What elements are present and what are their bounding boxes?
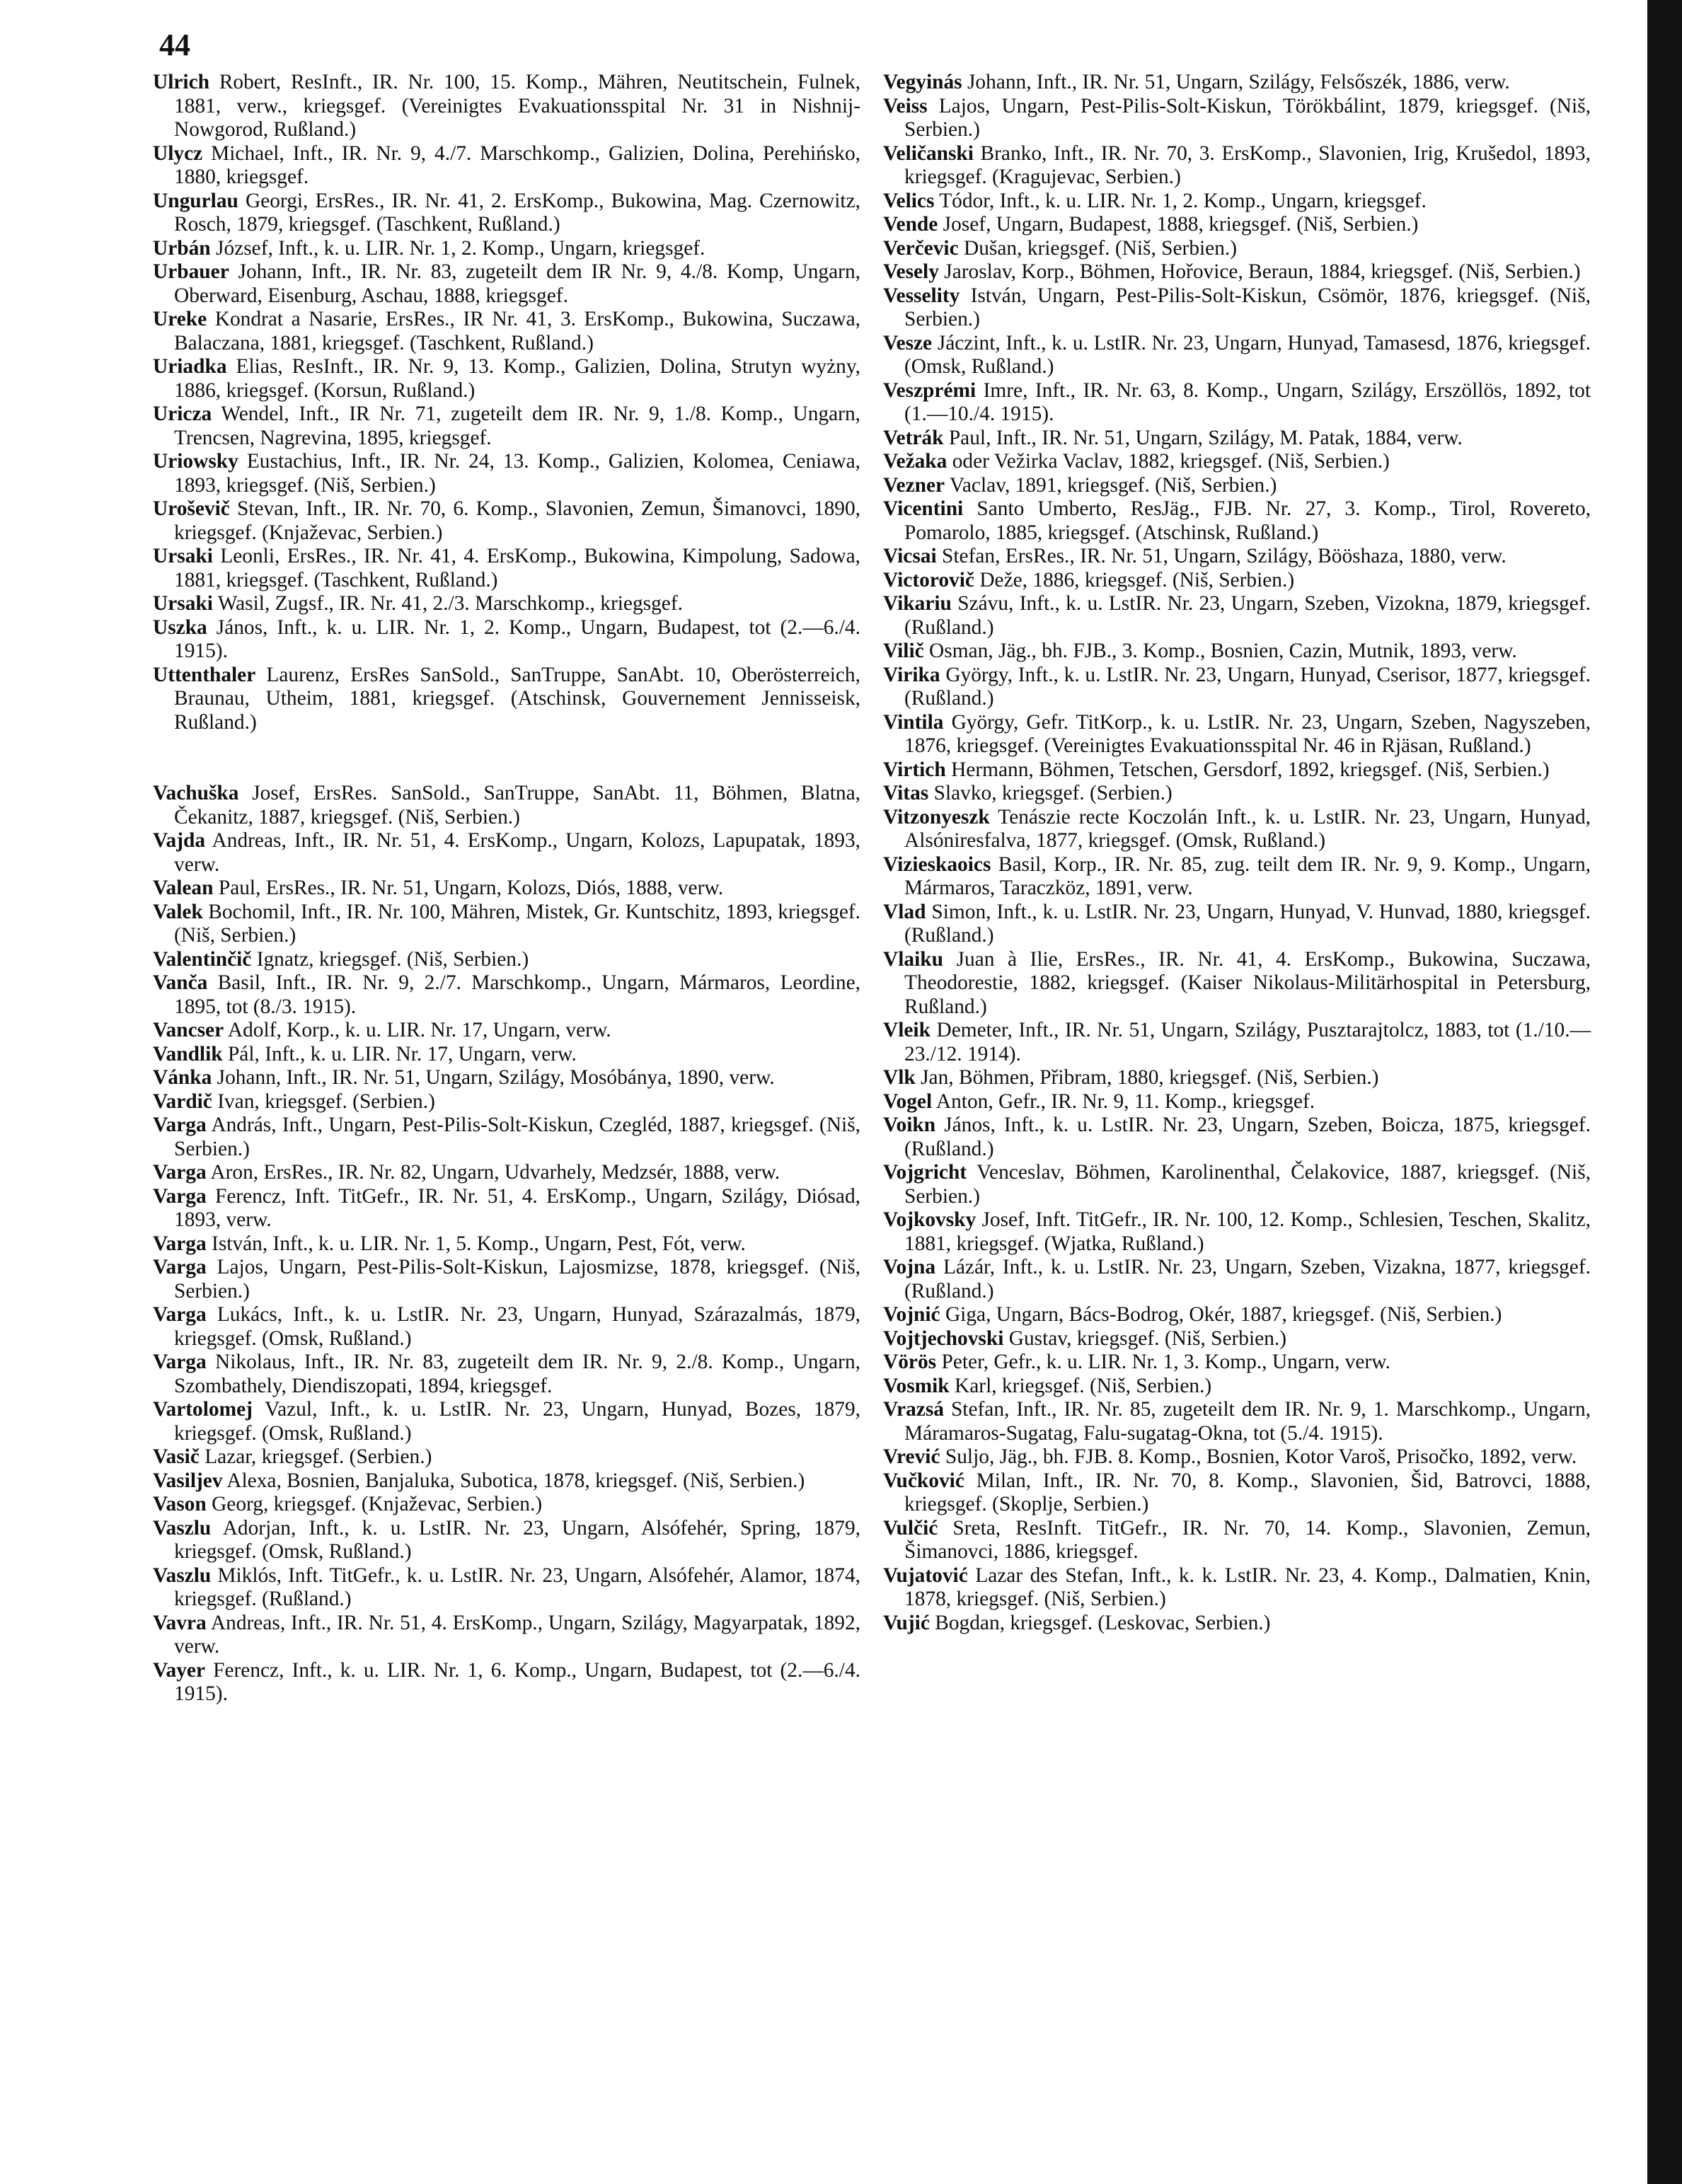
page-edge-border (1647, 0, 1682, 2184)
entry-details: Johann, Inft., IR. Nr. 83, zugeteilt dem IR Nr. 9, 4./8. Komp, Ungarn, Oberward, Eisenburg, Aschau, 1888, kriegsgef. (174, 260, 861, 307)
entry-surname: Vachuška (153, 782, 239, 804)
entry-details: Demeter, Inft., IR. Nr. 51, Ungarn, Szilágy, Pusztarajtolcz, 1883, tot (1./10.—23./12. 1914). (904, 1019, 1591, 1065)
register-entry (153, 403, 860, 450)
register-entry (883, 1398, 1591, 1445)
entry-surname: Ungurlau (153, 189, 238, 212)
entry-details: Ferencz, Inft., k. u. LIR. Nr. 1, 6. Komp., Ungarn, Budapest, tot (2.—6./4. 1915). (174, 1658, 860, 1705)
entry-surname: Vegyinás (883, 71, 962, 93)
entry-details: Anton, Gefr., IR. Nr. 9, 11. Komp., kriegsgef. (935, 1090, 1315, 1113)
entry-surname: Uroševič (153, 497, 230, 520)
entry-details: Gustav, kriegsgef. (Niš, Serbien.) (1008, 1327, 1287, 1350)
entry-surname: Vicentini (883, 497, 964, 520)
register-entry (153, 190, 860, 237)
entry-surname: Vintila (883, 710, 944, 734)
right-column (883, 71, 1591, 1635)
entry-surname: Victorovič (883, 568, 974, 591)
entry-surname: Vandlik (153, 1042, 223, 1065)
entry-details: Peter, Gefr., k. u. LIR. Nr. 1, 3. Komp., Ungarn, verw. (941, 1351, 1390, 1373)
entry-surname: Virtich (883, 758, 946, 781)
register-entry (153, 1445, 860, 1469)
register-entry (153, 142, 860, 190)
entry-surname: Vulčić (883, 1516, 938, 1539)
entry-details: Andreas, Inft., IR. Nr. 51, 4. ErsKomp., Ungarn, Szilágy, Magyarpatak, 1892, verw. (174, 1611, 860, 1658)
entry-surname: Vaszlu (153, 1564, 212, 1587)
entry-surname: Vujatović (883, 1564, 968, 1587)
entry-surname: Vesze (883, 331, 933, 354)
entry-surname: Vikariu (883, 592, 952, 615)
entry-surname: Varga (153, 1256, 207, 1278)
entry-surname: Valek (153, 900, 203, 923)
entry-details: Basil, Korp., IR. Nr. 85, zug. teilt dem IR. Nr. 9, 9. Komp., Ungarn, Mármaros, Taraczköz, 1891, verw. (904, 853, 1591, 899)
entry-surname: Vučković (883, 1469, 964, 1492)
register-entry (153, 1019, 860, 1043)
entry-surname: Ulycz (153, 141, 203, 165)
register-entry (883, 71, 1591, 95)
entry-surname: Urbauer (153, 260, 229, 283)
register-entry (883, 853, 1591, 901)
entry-details: Giga, Ungarn, Bács-Bodrog, Okér, 1887, kriegsgef. (Niš, Serbien.) (945, 1303, 1502, 1326)
register-entry (153, 616, 860, 664)
entry-surname: Velics (883, 189, 935, 212)
entry-surname: Vleik (883, 1019, 931, 1041)
register-entry (153, 237, 860, 261)
entry-details: István, Inft., k. u. LIR. Nr. 1, 5. Komp., Ungarn, Pest, Fót, verw. (212, 1232, 746, 1255)
entry-surname: Vojna (883, 1256, 936, 1278)
register-entry (883, 497, 1591, 545)
entry-surname: Vojtjechovski (883, 1327, 1004, 1350)
register-entry (153, 1043, 860, 1067)
entry-details: Deže, 1886, kriegsgef. (Niš, Serbien.) (979, 568, 1295, 591)
register-entry (153, 1114, 860, 1161)
entry-details: Szávu, Inft., k. u. LstIR. Nr. 23, Ungarn, Szeben, Vizokna, 1879, kriegsgef. (Rußland.) (904, 592, 1591, 639)
entry-details: Pál, Inft., k. u. LIR. Nr. 17, Ungarn, verw. (227, 1042, 577, 1065)
entry-surname: Varga (153, 1351, 207, 1373)
entry-details: Georgi, ErsRes., IR. Nr. 41, 2. ErsKomp., Bukowina, Mag. Czernowitz, Rosch, 1879, kriegsgef. (Taschkent, Rußland.) (174, 189, 860, 236)
entry-details: Santo Umberto, ResJäg., FJB. Nr. 27, 3. Komp., Tirol, Rovereto, Pomarolo, 1885, kriegsgef. (Atschinsk, Rußland.) (904, 497, 1591, 544)
entry-details: Adolf, Korp., k. u. LIR. Nr. 17, Ungarn, verw. (227, 1019, 611, 1041)
register-entry (153, 450, 860, 497)
entry-details: György, Inft., k. u. LstIR. Nr. 23, Ungarn, Hunyad, Cserisor, 1877, kriegsgef. (Rußland.) (904, 663, 1591, 710)
entry-details: János, Inft., k. u. LstIR. Nr. 23, Ungarn, Szeben, Boicza, 1875, kriegsgef. (Rußland.) (904, 1114, 1591, 1160)
register-entry (153, 1517, 860, 1564)
register-entry (153, 71, 860, 142)
register-entry (153, 1493, 860, 1517)
entry-surname: Vayer (153, 1658, 206, 1682)
register-entry (883, 1208, 1591, 1256)
register-entry (883, 1445, 1591, 1469)
entry-details: Kondrat a Nasarie, ErsRes., IR Nr. 41, 3. ErsKomp., Bukowina, Suczawa, Balaczana, 1881, kriegsgef. (Taschkent, Rußland.) (174, 308, 860, 354)
entry-surname: Veszprémi (883, 379, 977, 402)
entry-details: Bogdan, kriegsgef. (Leskovac, Serbien.) (935, 1611, 1271, 1634)
entry-surname: Varga (153, 1184, 207, 1208)
entry-details: András, Inft., Ungarn, Pest-Pilis-Solt-Kiskun, Czegléd, 1887, kriegsgef. (Niš, Serbien.) (174, 1114, 860, 1160)
register-entry (883, 379, 1591, 427)
entry-details: Lazar, kriegsgef. (Serbien.) (205, 1445, 432, 1468)
entry-details: Robert, ResInft., IR. Nr. 100, 15. Komp., Mähren, Neutitschein, Fulnek, 1881, verw., kriegsgef. (Vereinigtes Evakuationsspital Nr. 31 in Nishnij-Nowgorod, Rußland.) (174, 71, 860, 141)
register-entry (883, 640, 1591, 664)
register-entry (153, 1469, 860, 1493)
entry-details: Lajos, Ungarn, Pest-Pilis-Solt-Kiskun, Lajosmizse, 1878, kriegsgef. (Niš, Serbien.) (174, 1256, 861, 1302)
register-entry (883, 711, 1591, 758)
register-entry (153, 1256, 860, 1303)
register-entry (883, 190, 1591, 214)
register-entry (883, 1090, 1591, 1114)
register-entry (153, 877, 860, 901)
entry-surname: Vilič (883, 640, 924, 662)
entry-surname: Vörös (883, 1351, 937, 1373)
entry-surname: Vitzonyeszk (883, 805, 990, 828)
section-gap (153, 734, 860, 782)
entry-details: Lukács, Inft., k. u. LstIR. Nr. 23, Ungarn, Hunyad, Szárazalmás, 1879, kriegsgef. (Omsk, Rußland.) (174, 1303, 860, 1350)
register-entry (883, 758, 1591, 782)
register-entry (883, 948, 1591, 1019)
entry-details: oder Vežirka Vaclav, 1882, kriegsgef. (Niš, Serbien.) (952, 450, 1390, 473)
entry-surname: Vavra (153, 1611, 207, 1634)
register-entry (883, 1327, 1591, 1351)
register-entry (153, 1351, 860, 1398)
register-entry (883, 95, 1591, 142)
entry-surname: Vizieskaoics (883, 853, 991, 876)
register-entry (883, 213, 1591, 237)
entry-surname: Veiss (883, 94, 928, 117)
entry-details: Basil, Inft., IR. Nr. 9, 2./7. Marschkomp., Ungarn, Mármaros, Leordine, 1895, tot (8./3. 1915). (174, 971, 860, 1018)
register-entry (883, 142, 1591, 190)
register-entry (883, 782, 1591, 806)
entry-details: Slavko, kriegsgef. (Serbien.) (933, 782, 1173, 804)
entry-details: Jaroslav, Korp., Böhmen, Hořovice, Beraun, 1884, kriegsgef. (Niš, Serbien.) (944, 260, 1581, 283)
entry-details: Josef, Ungarn, Budapest, 1888, kriegsgef. (Niš, Serbien.) (943, 213, 1419, 236)
entry-surname: Vesselity (883, 284, 960, 307)
entry-details: Ferencz, Inft. TitGefr., IR. Nr. 51, 4. ErsKomp., Ungarn, Szilágy, Diósad, 1893, verw. (174, 1184, 860, 1231)
register-entry (883, 427, 1591, 451)
register-entry (153, 1161, 860, 1185)
entry-surname: Vezner (883, 473, 945, 497)
register-entry (153, 948, 860, 972)
register-entry (153, 1185, 860, 1232)
entry-details: János, Inft., k. u. LIR. Nr. 1, 2. Komp., Ungarn, Budapest, tot (2.—6./4. 1915). (174, 616, 860, 662)
register-entry (883, 569, 1591, 593)
entry-details: Leonli, ErsRes., IR. Nr. 41, 4. ErsKomp., Bukowina, Kimpolung, Sadowa, 1881, kriegsgef. (Taschkent, Rußland.) (174, 545, 860, 591)
entry-details: Paul, ErsRes., IR. Nr. 51, Ungarn, Kolozs, Diós, 1888, verw. (218, 877, 724, 899)
register-entry (153, 355, 860, 403)
register-entry (883, 1375, 1591, 1399)
entry-details: Michael, Inft., IR. Nr. 9, 4./7. Marschkomp., Galizien, Dolina, Perehińsko, 1880, kriegsgef. (174, 141, 860, 188)
register-entry (883, 1114, 1591, 1161)
entry-surname: Varga (153, 1161, 207, 1184)
entry-details: Andreas, Inft., IR. Nr. 51, 4. ErsKomp., Ungarn, Kolozs, Lapupatak, 1893, verw. (174, 829, 860, 876)
entry-details: Vaclav, 1891, kriegsgef. (Niš, Serbien.) (949, 473, 1277, 497)
entry-details: Imre, Inft., IR. Nr. 63, 8. Komp., Ungarn, Szilágy, Erszöllös, 1892, tot (1.—10./4. 1915). (904, 379, 1591, 425)
entry-details: István, Ungarn, Pest-Pilis-Solt-Kiskun, Csömör, 1876, kriegsgef. (Niš, Serbien.) (904, 284, 1591, 330)
entry-details: Paul, Inft., IR. Nr. 51, Ungarn, Szilágy, M. Patak, 1884, verw. (948, 426, 1463, 449)
entry-surname: Vrević (883, 1445, 940, 1468)
entry-details: Ignatz, kriegsgef. (Niš, Serbien.) (256, 947, 529, 971)
entry-surname: Vujić (883, 1611, 930, 1634)
entry-details: Stevan, Inft., IR. Nr. 70, 6. Komp., Slavonien, Zemun, Šimanovci, 1890, kriegsgef. (Knjaževac, Serbien.) (174, 497, 860, 544)
entry-surname: Vanča (153, 971, 208, 994)
entry-details: József, Inft., k. u. LIR. Nr. 1, 2. Komp., Ungarn, kriegsgef. (216, 236, 705, 260)
register-entry (883, 260, 1591, 284)
entry-surname: Vardič (153, 1090, 212, 1113)
entry-details: Eustachius, Inft., IR. Nr. 24, 13. Komp., Galizien, Kolomea, Ceniawa, 1893, kriegsgef. (Niš, Serbien.) (174, 450, 860, 497)
register-entry (153, 1066, 860, 1090)
entry-surname: Varga (153, 1114, 207, 1136)
register-entry (153, 1659, 860, 1706)
entry-details: Karl, kriegsgef. (Niš, Serbien.) (955, 1374, 1212, 1397)
entry-surname: Ursaki (153, 545, 213, 567)
entry-details: Josef, Inft. TitGefr., IR. Nr. 100, 12. Komp., Schlesien, Teschen, Skalitz, 1881, kriegsgef. (Wjatka, Rußland.) (904, 1208, 1591, 1255)
register-entry (153, 829, 860, 877)
entry-surname: Uszka (153, 616, 207, 639)
entry-surname: Vartolomej (153, 1398, 253, 1421)
entry-surname: Vojkovsky (883, 1208, 977, 1231)
entry-surname: Vesely (883, 260, 939, 283)
register-entry (153, 1303, 860, 1351)
entry-details: Adorjan, Inft., k. u. LstIR. Nr. 23, Ungarn, Alsófehér, Spring, 1879, kriegsgef. (Omsk, Rußland.) (174, 1516, 860, 1563)
register-entry (153, 545, 860, 592)
register-entry (153, 1232, 860, 1256)
entry-details: Stefan, ErsRes., IR. Nr. 51, Ungarn, Szilágy, Bööshaza, 1880, verw. (942, 545, 1507, 567)
register-entry (153, 664, 860, 735)
entry-surname: Urbán (153, 236, 211, 260)
register-entry (883, 1351, 1591, 1375)
entry-surname: Vetrák (883, 426, 944, 449)
register-entry (153, 1612, 860, 1659)
entry-details: Georg, kriegsgef. (Knjaževac, Serbien.) (212, 1493, 543, 1515)
register-entry (153, 1398, 860, 1445)
entry-surname: Uriadka (153, 355, 227, 378)
register-entry (883, 1469, 1591, 1517)
entry-surname: Vežaka (883, 450, 947, 473)
entry-details: Elias, ResInft., IR. Nr. 9, 13. Komp., Galizien, Dolina, Strutyn wyżny, 1886, kriegsgef. (Korsun, Rußland.) (174, 355, 860, 402)
entry-surname: Vason (153, 1493, 207, 1515)
register-entry (883, 1517, 1591, 1564)
entry-details: Jáczint, Inft., k. u. LstIR. Nr. 23, Ungarn, Hunyad, Tamasesd, 1876, kriegsgef. (Omsk, Rußland.) (904, 331, 1591, 378)
entry-details: Stefan, Inft., IR. Nr. 85, zugeteilt dem IR. Nr. 9, 1. Marschkomp., Ungarn, Máramaros-Sugatag, Falu-sugatag-Okna, tot (5./4. 1915). (904, 1398, 1591, 1445)
entry-details: Milan, Inft., IR. Nr. 70, 8. Komp., Slavonien, Šid, Batrovci, 1888, kriegsgef. (Skoplje, Serbien.) (904, 1469, 1591, 1515)
register-entry (883, 1564, 1591, 1612)
register-entry (153, 782, 860, 829)
entry-details: Ivan, kriegsgef. (Serbien.) (217, 1090, 435, 1113)
entry-surname: Vaszlu (153, 1516, 212, 1539)
register-entry (153, 1090, 860, 1114)
entry-surname: Virika (883, 663, 940, 686)
entry-details: Suljo, Jäg., bh. FJB. 8. Komp., Bosnien, Kotor Varoš, Prisočko, 1892, verw. (945, 1445, 1577, 1468)
entry-surname: Vitas (883, 782, 929, 804)
entry-surname: Vajda (153, 829, 206, 852)
entry-surname: Uttenthaler (153, 663, 256, 686)
entry-details: Tenászie recte Koczolán Inft., k. u. LstIR. Nr. 23, Ungarn, Hunyad, Alsóniresfalva, 1877, kriegsgef. (Omsk, Rußland.) (904, 805, 1591, 852)
register-entry (883, 592, 1591, 640)
register-entry (883, 545, 1591, 569)
entry-details: Dušan, kriegsgef. (Niš, Serbien.) (963, 236, 1238, 260)
entry-surname: Vasič (153, 1445, 200, 1468)
entry-surname: Vlaiku (883, 947, 943, 971)
entry-surname: Valean (153, 877, 214, 899)
register-entry (883, 1303, 1591, 1327)
entry-surname: Vicsai (883, 545, 937, 567)
entry-surname: Vende (883, 213, 938, 236)
entry-surname: Varga (153, 1303, 207, 1326)
register-entry (883, 1256, 1591, 1303)
entry-surname: Vancser (153, 1019, 224, 1041)
entry-surname: Veličanski (883, 141, 974, 165)
entry-details: György, Gefr. TitKorp., k. u. LstIR. Nr. 23, Ungarn, Szeben, Nagyszeben, 1876, kriegsgef. (Vereinigtes Evakuationsspital Nr. 46 in Rjäsan, Rußland.) (904, 710, 1591, 757)
register-entry (883, 901, 1591, 948)
register-entry (883, 1612, 1591, 1636)
entry-details: Laurenz, ErsRes SanSold., SanTruppe, SanAbt. 10, Oberösterreich, Braunau, Utheim, 1881, kriegsgef. (Atschinsk, Gouvernement Jennisseisk, Rußland.) (174, 663, 860, 734)
entry-details: Wendel, Inft., IR Nr. 71, zugeteilt dem IR. Nr. 9, 1./8. Komp., Ungarn, Trencsen, Nagrevina, 1895, kriegsgef. (174, 403, 860, 449)
entry-surname: Vasiljev (153, 1469, 223, 1492)
register-entry (883, 284, 1591, 332)
entry-surname: Vánka (153, 1066, 212, 1089)
entry-surname: Ureke (153, 308, 207, 330)
entry-details: Aron, ErsRes., IR. Nr. 82, Ungarn, Udvarhely, Medzsér, 1888, verw. (210, 1161, 780, 1184)
entry-surname: Verčevic (883, 236, 959, 260)
entry-details: Johann, Inft., IR. Nr. 51, Ungarn, Szilágy, Felsőszék, 1886, verw. (967, 71, 1510, 93)
register-entry (153, 901, 860, 948)
entry-details: Lázár, Inft., k. u. LstIR. Nr. 23, Ungarn, Szeben, Vizakna, 1877, kriegsgef. (Rußland.) (904, 1256, 1591, 1302)
entry-details: Josef, ErsRes. SanSold., SanTruppe, SanAbt. 11, Böhmen, Blatna, Čekanitz, 1887, kriegsgef. (Niš, Serbien.) (174, 782, 860, 828)
entry-details: Sreta, ResInft. TitGefr., IR. Nr. 70, 14. Komp., Slavonien, Zemun, Šimanovci, 1886, kriegsgef. (904, 1516, 1591, 1563)
register-entry (153, 1564, 860, 1612)
entry-details: Wasil, Zugsf., IR. Nr. 41, 2./3. Marschkomp., kriegsgef. (217, 592, 683, 615)
entry-details: Bochomil, Inft., IR. Nr. 100, Mähren, Mistek, Gr. Kuntschitz, 1893, kriegsgef. (Niš, Serbien.) (174, 900, 860, 947)
register-entry (883, 664, 1591, 711)
register-entry (153, 592, 860, 616)
entry-surname: Valentinčič (153, 947, 252, 971)
entry-surname: Vlad (883, 900, 926, 923)
entry-surname: Vojgricht (883, 1161, 967, 1184)
register-entry (153, 260, 860, 308)
register-entry (883, 450, 1591, 474)
entry-details: Simon, Inft., k. u. LstIR. Nr. 23, Ungarn, Hunyad, V. Hunvad, 1880, kriegsgef. (Rußland.) (904, 900, 1591, 947)
register-entry (153, 308, 860, 355)
entry-details: Juan à Ilie, ErsRes., IR. Nr. 41, 4. ErsKomp., Bukowina, Suczawa, Theodorestie, 1882, kriegsgef. (Kaiser Nikolaus-Militärhospital in Petersburg, Rußland.) (904, 947, 1591, 1018)
register-entry (883, 1161, 1591, 1208)
left-column (153, 71, 860, 1706)
entry-surname: Voikn (883, 1114, 936, 1136)
entry-surname: Vojnić (883, 1303, 940, 1326)
register-entry (153, 497, 860, 545)
register-entry (883, 1019, 1591, 1066)
entry-surname: Vogel (883, 1090, 933, 1113)
entry-surname: Ursaki (153, 592, 213, 615)
page-number: 44 (159, 28, 190, 62)
register-entry (883, 474, 1591, 498)
register-entry (883, 332, 1591, 379)
entry-details: Osman, Jäg., bh. FJB., 3. Komp., Bosnien, Cazin, Mutnik, 1893, verw. (929, 640, 1517, 662)
register-entry (153, 971, 860, 1019)
entry-details: Lazar des Stefan, Inft., k. k. LstIR. Nr. 23, 4. Komp., Dalmatien, Knin, 1878, kriegsgef. (Niš, Serbien.) (904, 1564, 1591, 1610)
entry-details: Branko, Inft., IR. Nr. 70, 3. ErsKomp., Slavonien, Irig, Krušedol, 1893, kriegsgef. (Kragujevac, Serbien.) (904, 141, 1591, 188)
entry-details: Johann, Inft., IR. Nr. 51, Ungarn, Szilágy, Mosóbánya, 1890, verw. (217, 1066, 775, 1089)
entry-surname: Vlk (883, 1066, 916, 1089)
entry-details: Miklós, Inft. TitGefr., k. u. LstIR. Nr. 23, Ungarn, Alsófehér, Alamor, 1874, kriegsgef. (Rußland.) (174, 1564, 860, 1610)
entry-details: Hermann, Böhmen, Tetschen, Gersdorf, 1892, kriegsgef. (Niš, Serbien.) (951, 758, 1550, 781)
entry-details: Lajos, Ungarn, Pest-Pilis-Solt-Kiskun, Törökbálint, 1879, kriegsgef. (Niš, Serbien.) (904, 94, 1591, 141)
entry-details: Tódor, Inft., k. u. LIR. Nr. 1, 2. Komp., Ungarn, kriegsgef. (939, 189, 1427, 212)
entry-details: Nikolaus, Inft., IR. Nr. 83, zugeteilt dem IR. Nr. 9, 2./8. Komp., Ungarn, Szombathely, Diendiszopati, 1894, kriegsgef. (174, 1351, 860, 1397)
entry-details: Vazul, Inft., k. u. LstIR. Nr. 23, Ungarn, Hunyad, Bozes, 1879, kriegsgef. (Omsk, Rußland.) (174, 1398, 860, 1445)
entry-details: Jan, Böhmen, Přibram, 1880, kriegsgef. (Niš, Serbien.) (921, 1066, 1379, 1089)
entry-surname: Vrazsá (883, 1398, 944, 1421)
entry-details: Alexa, Bosnien, Banjaluka, Subotica, 1878, kriegsgef. (Niš, Serbien.) (226, 1469, 805, 1492)
entry-surname: Uriowsky (153, 450, 238, 473)
entry-surname: Varga (153, 1232, 207, 1255)
entry-surname: Uricza (153, 403, 212, 425)
entry-surname: Ulrich (153, 71, 209, 93)
entry-details: Venceslav, Böhmen, Karolinenthal, Čelakovice, 1887, kriegsgef. (Niš, Serbien.) (904, 1161, 1591, 1208)
register-entry (883, 1066, 1591, 1090)
register-entry (883, 806, 1591, 853)
register-entry (883, 237, 1591, 261)
entry-surname: Vosmik (883, 1374, 950, 1397)
